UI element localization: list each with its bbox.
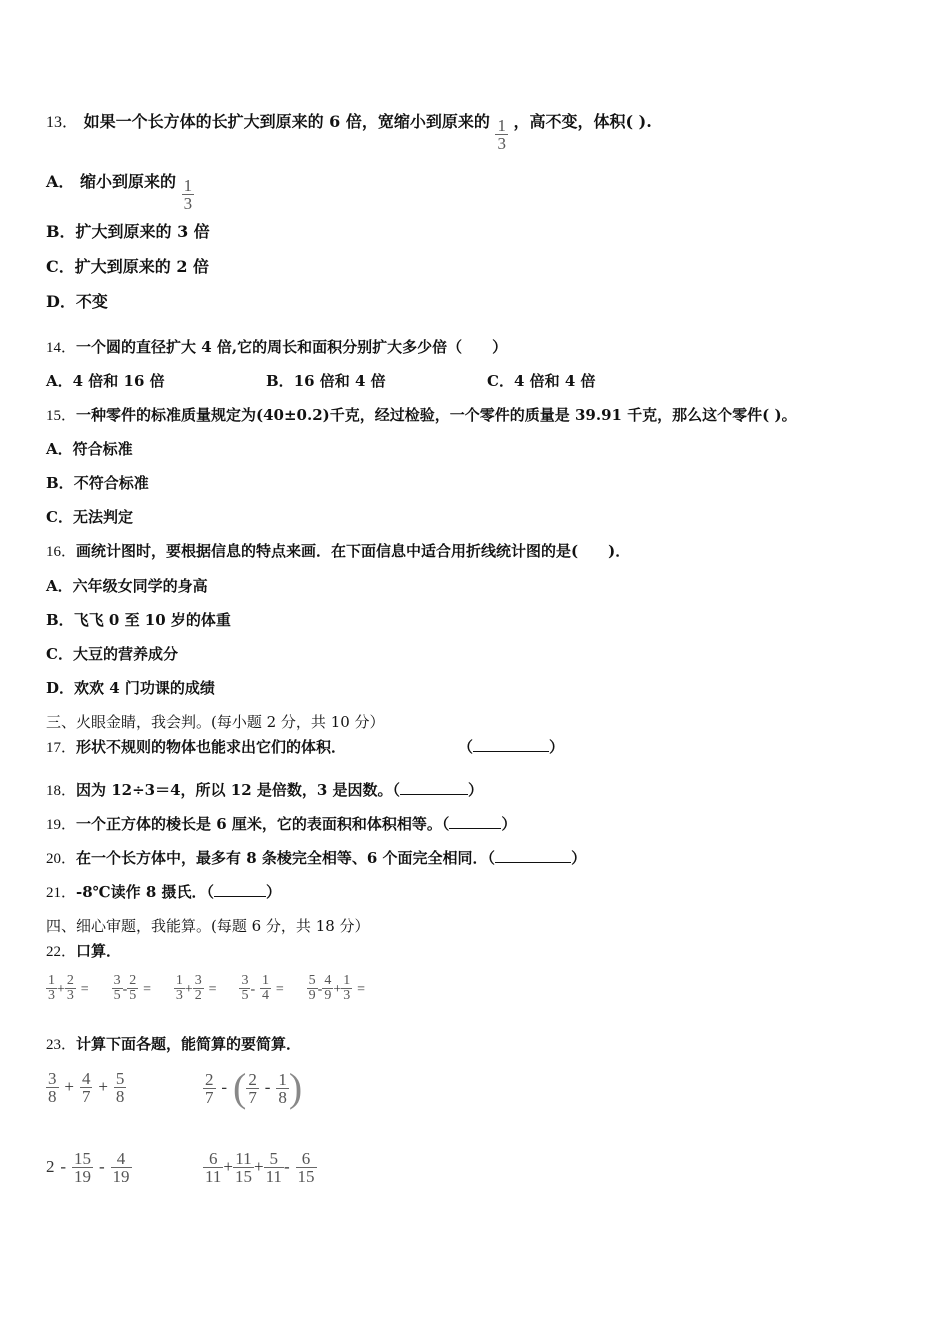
fraction: $\frac{1}{3}$ [183,176,193,213]
option-a: A．4 倍和 16 倍 [46,372,165,390]
section-heading: 四、细心审题，我能算。(每题 6 分，共 18 分） [46,917,370,935]
question-text: 如果一个长方体的长扩大到原来的 6 倍，宽缩小到原来的 [83,112,490,131]
fraction: $\frac{1}{3}$ [497,116,506,153]
question-23: 23．计算下面各题，能简算的要简算． [46,1035,302,1053]
option-a: A．符合标准 [46,440,133,458]
calc-expr-4: $\frac{6}{11}$ + $\frac{11}{15}$ + $\frac{5}{11}$ - $\frac{6}{15}$ [205,1149,315,1186]
option-b: B．飞飞 0 至 10 岁的体重 [46,611,231,629]
answer-blank[interactable] [449,814,501,829]
option-c: C．无法判定 [46,508,133,526]
calc-expr-3: 2 - $\frac{15}{19}$ - $\frac{4}{19}$ [46,1149,130,1186]
answer-blank[interactable] [400,780,468,795]
option-b: B．不符合标准 [46,474,149,492]
question-21: 21．-8℃读作 8 摄氏．（ ） [46,883,282,901]
oral-arithmetic-row [46,974,365,1003]
option-d: D．不变 [46,292,108,311]
question-13 [46,112,652,152]
question-18: 18．因为 12÷3＝4，所以 12 是倍数，3 是因数。（ ） [46,781,484,799]
option-b: B．16 倍和 4 倍 [266,372,386,390]
section-heading: 三、火眼金睛，我会判。(每小题 2 分，共 10 分） [46,713,385,731]
question-number: 13． [46,114,79,131]
calc-expr-1: $\frac{3}{8}$ + $\frac{4}{7}$ + $\frac{5}{8}$ [48,1069,125,1106]
expr-1: $\frac{1}{3}$ + $\frac{2}{3}$ = [48,973,89,1003]
option-c: C．扩大到原来的 2 倍 [46,257,210,276]
question-20: 20．在一个长方体中，最多有 8 条棱完全相等、6 个面完全相同．（ ） [46,849,587,867]
question-15: 15．一种零件的标准质量规定为(40±0.2)千克，经过检验，一个零件的质量是 39.91 千克，那么这个零件( )。 [46,406,797,424]
question-17: 17．形状不规则的物体也能求出它们的体积． [46,738,347,756]
calc-expr-2: $\frac{2}{7}$ - ( $\frac{2}{7}$ - $\frac{1}{8}$ ) [205,1065,303,1110]
option-c: C．4 倍和 4 倍 [487,372,596,390]
expr-3: $\frac{1}{3}$ + $\frac{3}{2}$ = [175,973,217,1003]
expr-2: $\frac{3}{5}$ - $\frac{2}{5}$ = [113,973,152,1003]
answer-blank[interactable] [214,882,266,897]
option-a: A．六年级女同学的身高 [46,577,208,595]
expr-5: $\frac{5}{9}$ - $\frac{4}{9}$ + $\frac{1}{3}$ = [308,973,366,1003]
question-19: 19．一个正方体的棱长是 6 厘米，它的表面积和体积相等。（ ） [46,815,517,833]
question-16: 16．画统计图时，要根据信息的特点来画．在下面信息中适合用折线统计图的是( )． [46,542,631,560]
question-22: 22．口算． [46,942,122,960]
option-b: B．扩大到原来的 3 倍 [46,222,210,241]
question-14: 14．一个圆的直径扩大 4 倍,它的周长和面积分别扩大多少倍（ ） [46,338,508,356]
option-c: C．大豆的营养成分 [46,645,178,663]
expr-4: $\frac{3}{5}$ - $\frac{1}{4}$ = [241,973,284,1003]
option-d: D．欢欢 4 门功课的成绩 [46,679,215,697]
question-text: ，高不变，体积( ). [513,112,652,131]
option-a: A． 缩小到原来的 $\frac{1}{3}$ [46,172,193,213]
answer-blank[interactable]: （ ） [458,738,565,756]
answer-blank[interactable] [495,848,571,863]
